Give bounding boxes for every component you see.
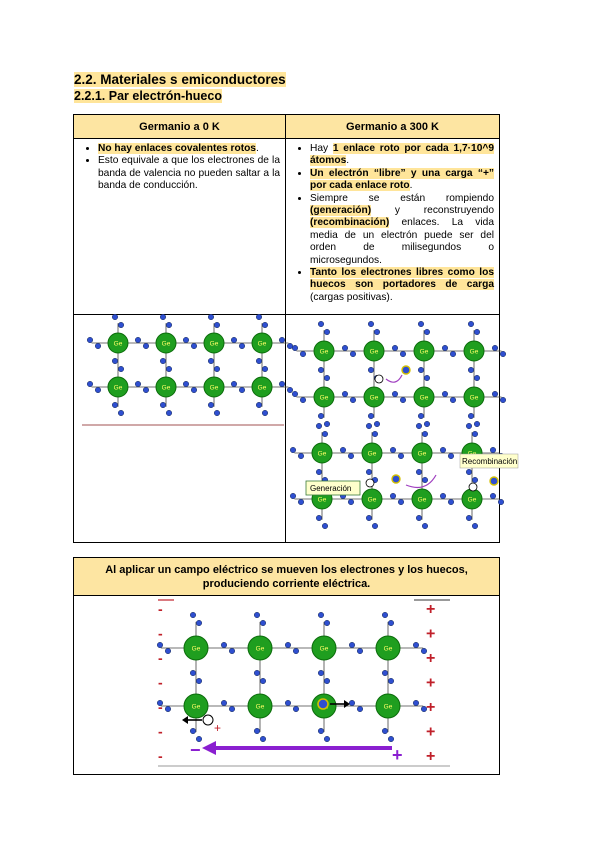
ge-label: Ge	[317, 496, 327, 504]
electron	[322, 431, 328, 437]
electron	[254, 670, 260, 676]
electron	[398, 499, 404, 505]
electron	[262, 322, 268, 328]
germanium-comparison-table	[73, 114, 518, 543]
electron	[392, 391, 398, 397]
electron	[190, 670, 196, 676]
bullet-item	[98, 143, 280, 155]
electron	[157, 642, 163, 648]
lattice-300k-cell	[286, 315, 518, 543]
ge-label: Ge	[369, 394, 379, 402]
electron	[322, 523, 328, 529]
electron	[135, 337, 141, 343]
ge-label: Ge	[419, 348, 429, 356]
text-0k	[74, 139, 286, 315]
electron	[262, 410, 268, 416]
ge-label: Ge	[417, 450, 427, 458]
electron	[324, 736, 330, 742]
electron	[112, 358, 118, 364]
electron	[298, 499, 304, 505]
field-header: Al aplicar un campo eléctrico se mueven los electrones y los huecos, produciendo corriente eléctrica.	[74, 558, 500, 596]
electron	[279, 381, 285, 387]
electron	[324, 421, 330, 427]
electron	[468, 321, 474, 327]
ge-label: Ge	[469, 348, 479, 356]
electron	[398, 453, 404, 459]
electron	[500, 397, 506, 403]
ge-label: Ge	[367, 496, 377, 504]
bullet-text: Tanto los electrones libres como los huecos son portadores de carga	[310, 267, 494, 291]
bullet-item	[310, 168, 494, 193]
bullet-item	[310, 193, 494, 267]
electron	[229, 706, 235, 712]
electron	[298, 453, 304, 459]
electron	[292, 391, 298, 397]
arrow-minus: −	[190, 740, 201, 760]
electron	[318, 321, 324, 327]
electric-field-table	[73, 557, 500, 775]
electron	[440, 447, 446, 453]
electron	[366, 469, 372, 475]
electron	[256, 314, 262, 320]
electron	[413, 642, 419, 648]
bullet-text: No hay enlaces covalentes rotos	[98, 143, 256, 154]
electron	[342, 391, 348, 397]
header-300k: Germanio a 300 K	[286, 115, 500, 139]
electron	[374, 329, 380, 335]
electron	[254, 612, 260, 618]
electron	[416, 423, 422, 429]
electron	[87, 337, 93, 343]
electron	[422, 431, 428, 437]
ge-label: Ge	[161, 384, 171, 392]
ge-label: Ge	[255, 703, 265, 711]
electron	[260, 736, 266, 742]
electron	[418, 413, 424, 419]
electron	[372, 431, 378, 437]
current-arrow	[202, 741, 392, 755]
electron	[260, 620, 266, 626]
electron	[221, 642, 227, 648]
electron	[256, 358, 262, 364]
hole	[203, 715, 213, 725]
bullet-text: y reconstruyendo	[371, 205, 494, 217]
ge-label: Ge	[191, 645, 201, 653]
lattice-300k-diagram	[286, 315, 518, 542]
electron	[239, 387, 245, 393]
electron	[490, 493, 496, 499]
electron	[324, 620, 330, 626]
electron	[256, 402, 262, 408]
electron	[160, 314, 166, 320]
electron	[166, 366, 172, 372]
ge-label: Ge	[209, 384, 219, 392]
ge-label: Ge	[383, 703, 393, 711]
free-electron	[402, 366, 410, 374]
plus-sign: +	[426, 625, 436, 643]
ge-label: Ge	[367, 450, 377, 458]
hole	[366, 479, 374, 487]
electron	[190, 612, 196, 618]
electron	[340, 447, 346, 453]
electron	[118, 410, 124, 416]
electron	[368, 413, 374, 419]
electron	[290, 447, 296, 453]
bullet-text: 1 enlace roto por cada 1,7·10^9 átomos	[310, 143, 494, 167]
electron	[190, 728, 196, 734]
electron	[400, 397, 406, 403]
electron	[316, 515, 322, 521]
electron-arrowhead	[344, 700, 350, 708]
hole-plus: +	[214, 721, 222, 735]
ge-label: Ge	[383, 645, 393, 653]
hole-arrowhead	[182, 716, 188, 724]
electron	[418, 321, 424, 327]
electron	[260, 678, 266, 684]
electron	[348, 453, 354, 459]
electron	[95, 387, 101, 393]
electron	[349, 700, 355, 706]
electron	[472, 431, 478, 437]
electron	[366, 515, 372, 521]
electron	[318, 413, 324, 419]
electron	[293, 648, 299, 654]
electron	[229, 648, 235, 654]
lattice-0k-cell	[74, 315, 286, 543]
electron	[472, 477, 478, 483]
electron	[196, 678, 202, 684]
electron	[468, 367, 474, 373]
ge-label: Ge	[417, 496, 427, 504]
subsection-heading: 2.2.1. Par electrón-hueco	[74, 89, 222, 103]
bullet-item	[310, 267, 494, 304]
electron	[316, 423, 322, 429]
electron	[183, 381, 189, 387]
lattice-0k-diagram	[74, 315, 286, 542]
ge-label: Ge	[469, 394, 479, 402]
electron	[165, 706, 171, 712]
plus-sign: +	[426, 674, 436, 692]
plus-sign: +	[426, 650, 436, 667]
ge-label: Ge	[319, 645, 329, 653]
electron	[318, 670, 324, 676]
ge-label: Ge	[255, 645, 265, 653]
electron	[112, 402, 118, 408]
electron	[368, 367, 374, 373]
electron	[208, 314, 214, 320]
minus-sign: -	[158, 699, 163, 715]
electron	[390, 493, 396, 499]
electron	[95, 343, 101, 349]
ge-label: Ge	[319, 394, 329, 402]
electron	[466, 515, 472, 521]
generation-curve	[406, 475, 436, 487]
electron	[221, 700, 227, 706]
electron	[300, 397, 306, 403]
ge-label: Ge	[419, 394, 429, 402]
plus-sign: +	[426, 601, 436, 618]
electron	[160, 402, 166, 408]
electron	[279, 337, 285, 343]
electron	[450, 397, 456, 403]
bullet-text: Siempre se están rompiendo	[310, 192, 494, 204]
electron	[422, 477, 428, 483]
electron	[372, 523, 378, 529]
electron	[413, 700, 419, 706]
electron	[388, 736, 394, 742]
electron	[374, 421, 380, 427]
electron	[474, 329, 480, 335]
electron	[422, 523, 428, 529]
free-electron	[392, 475, 400, 483]
plus-sign: +	[426, 723, 436, 741]
electron	[135, 381, 141, 387]
bullet-text: .	[346, 155, 350, 167]
electron	[442, 345, 448, 351]
ge-label: Ge	[161, 340, 171, 348]
electron	[239, 343, 245, 349]
electron	[448, 499, 454, 505]
electron	[87, 381, 93, 387]
bullet-text: (generación)	[310, 205, 372, 217]
header-0k: Germanio a 0 K	[74, 115, 286, 139]
bullet-text: .	[409, 180, 413, 192]
electron	[424, 375, 430, 381]
electron	[262, 366, 268, 372]
electron	[183, 337, 189, 343]
electron	[400, 351, 406, 357]
electron	[196, 620, 202, 626]
bullet-text: Un electrón “libre” y una carga “+” por cada enlace roto	[310, 167, 494, 192]
electron	[466, 423, 472, 429]
electron	[440, 493, 446, 499]
field-diagram	[74, 596, 500, 774]
minus-sign: -	[158, 625, 163, 642]
electron	[424, 329, 430, 335]
bullet-text: Esto equivale a que los electrones de la banda de valencia no pueden saltar a la banda de conducción.	[98, 155, 280, 192]
ge-label: Ge	[209, 340, 219, 348]
electron	[214, 410, 220, 416]
bullet-item	[98, 155, 280, 192]
electron	[208, 402, 214, 408]
ge-label: Ge	[467, 496, 477, 504]
ge-label: Ge	[113, 340, 123, 348]
electron	[324, 329, 330, 335]
bullet-text: (cargas positivas).	[310, 291, 393, 303]
electron	[231, 381, 237, 387]
electron	[318, 367, 324, 373]
electron	[416, 515, 422, 521]
generacion-label	[306, 481, 360, 495]
electron	[474, 375, 480, 381]
minus-sign: -	[158, 674, 163, 691]
electron	[392, 345, 398, 351]
electron	[208, 358, 214, 364]
electron	[466, 469, 472, 475]
electron	[492, 391, 498, 397]
electron	[165, 648, 171, 654]
ge-label: Ge	[317, 450, 327, 458]
electron	[214, 366, 220, 372]
ge-label: Ge	[319, 348, 329, 356]
electron	[214, 322, 220, 328]
electron	[418, 367, 424, 373]
electron	[474, 421, 480, 427]
electron	[285, 642, 291, 648]
electron	[143, 343, 149, 349]
ge-label: Ge	[369, 348, 379, 356]
electron	[316, 469, 322, 475]
electron	[424, 421, 430, 427]
hole	[469, 483, 477, 491]
electron	[166, 322, 172, 328]
electron	[382, 612, 388, 618]
electron	[366, 423, 372, 429]
electron	[490, 447, 496, 453]
electron	[324, 678, 330, 684]
electron	[450, 351, 456, 357]
electron	[143, 387, 149, 393]
electron	[118, 366, 124, 372]
minus-sign: -	[158, 601, 163, 617]
free-electron	[318, 699, 328, 709]
section-heading: 2.2. Materiales s emiconductores	[74, 72, 286, 87]
ge-label: Ge	[113, 384, 123, 392]
electron	[382, 728, 388, 734]
ge-label: Ge	[257, 384, 267, 392]
electron	[442, 391, 448, 397]
electron	[293, 706, 299, 712]
electron	[112, 314, 118, 320]
electron	[324, 375, 330, 381]
electron	[300, 351, 306, 357]
electron	[254, 728, 260, 734]
bullet-text: enlaces. La vida media de un electrón puede ser del orden de milisegundos o microsegundos.	[310, 217, 494, 266]
plus-sign: +	[426, 748, 436, 765]
bullet-text: Hay	[310, 143, 333, 154]
ge-label: Ge	[257, 340, 267, 348]
text-300k	[286, 139, 500, 315]
electron	[382, 670, 388, 676]
minus-sign: -	[158, 748, 163, 764]
electron	[368, 321, 374, 327]
electron	[388, 620, 394, 626]
electron	[318, 728, 324, 734]
electron	[160, 358, 166, 364]
electron	[416, 469, 422, 475]
bullets-0k	[78, 143, 280, 193]
electron	[191, 387, 197, 393]
electron	[285, 700, 291, 706]
electron	[191, 343, 197, 349]
free-electron	[490, 477, 498, 485]
ge-label: Ge	[191, 703, 201, 711]
electron	[350, 397, 356, 403]
electron	[390, 447, 396, 453]
electron	[342, 345, 348, 351]
electron	[498, 499, 504, 505]
electron	[118, 322, 124, 328]
minus-sign: -	[158, 650, 163, 666]
plus-sign: +	[426, 699, 436, 716]
electron	[349, 642, 355, 648]
recombinacion-label	[460, 454, 518, 468]
svg-text:Recombinación: Recombinación	[462, 457, 518, 466]
arrow-plus: +	[392, 745, 403, 765]
electron	[468, 413, 474, 419]
electron	[350, 351, 356, 357]
bullet-text: .	[255, 143, 259, 154]
electron	[348, 499, 354, 505]
electron	[500, 351, 506, 357]
electron	[292, 345, 298, 351]
electron	[357, 706, 363, 712]
electron	[231, 337, 237, 343]
bullets-300k	[290, 143, 494, 304]
electron	[290, 493, 296, 499]
bullet-text: (recombinación)	[310, 217, 390, 229]
minus-sign: -	[158, 723, 163, 740]
bullet-item	[310, 143, 494, 168]
electron	[472, 523, 478, 529]
electron	[357, 648, 363, 654]
hole	[375, 375, 383, 383]
generation-curve	[386, 375, 402, 382]
electron	[318, 612, 324, 618]
electron	[448, 453, 454, 459]
svg-text:Generación: Generación	[310, 484, 352, 493]
electron	[492, 345, 498, 351]
electron	[166, 410, 172, 416]
field-diagram-cell	[74, 596, 500, 775]
electron	[388, 678, 394, 684]
